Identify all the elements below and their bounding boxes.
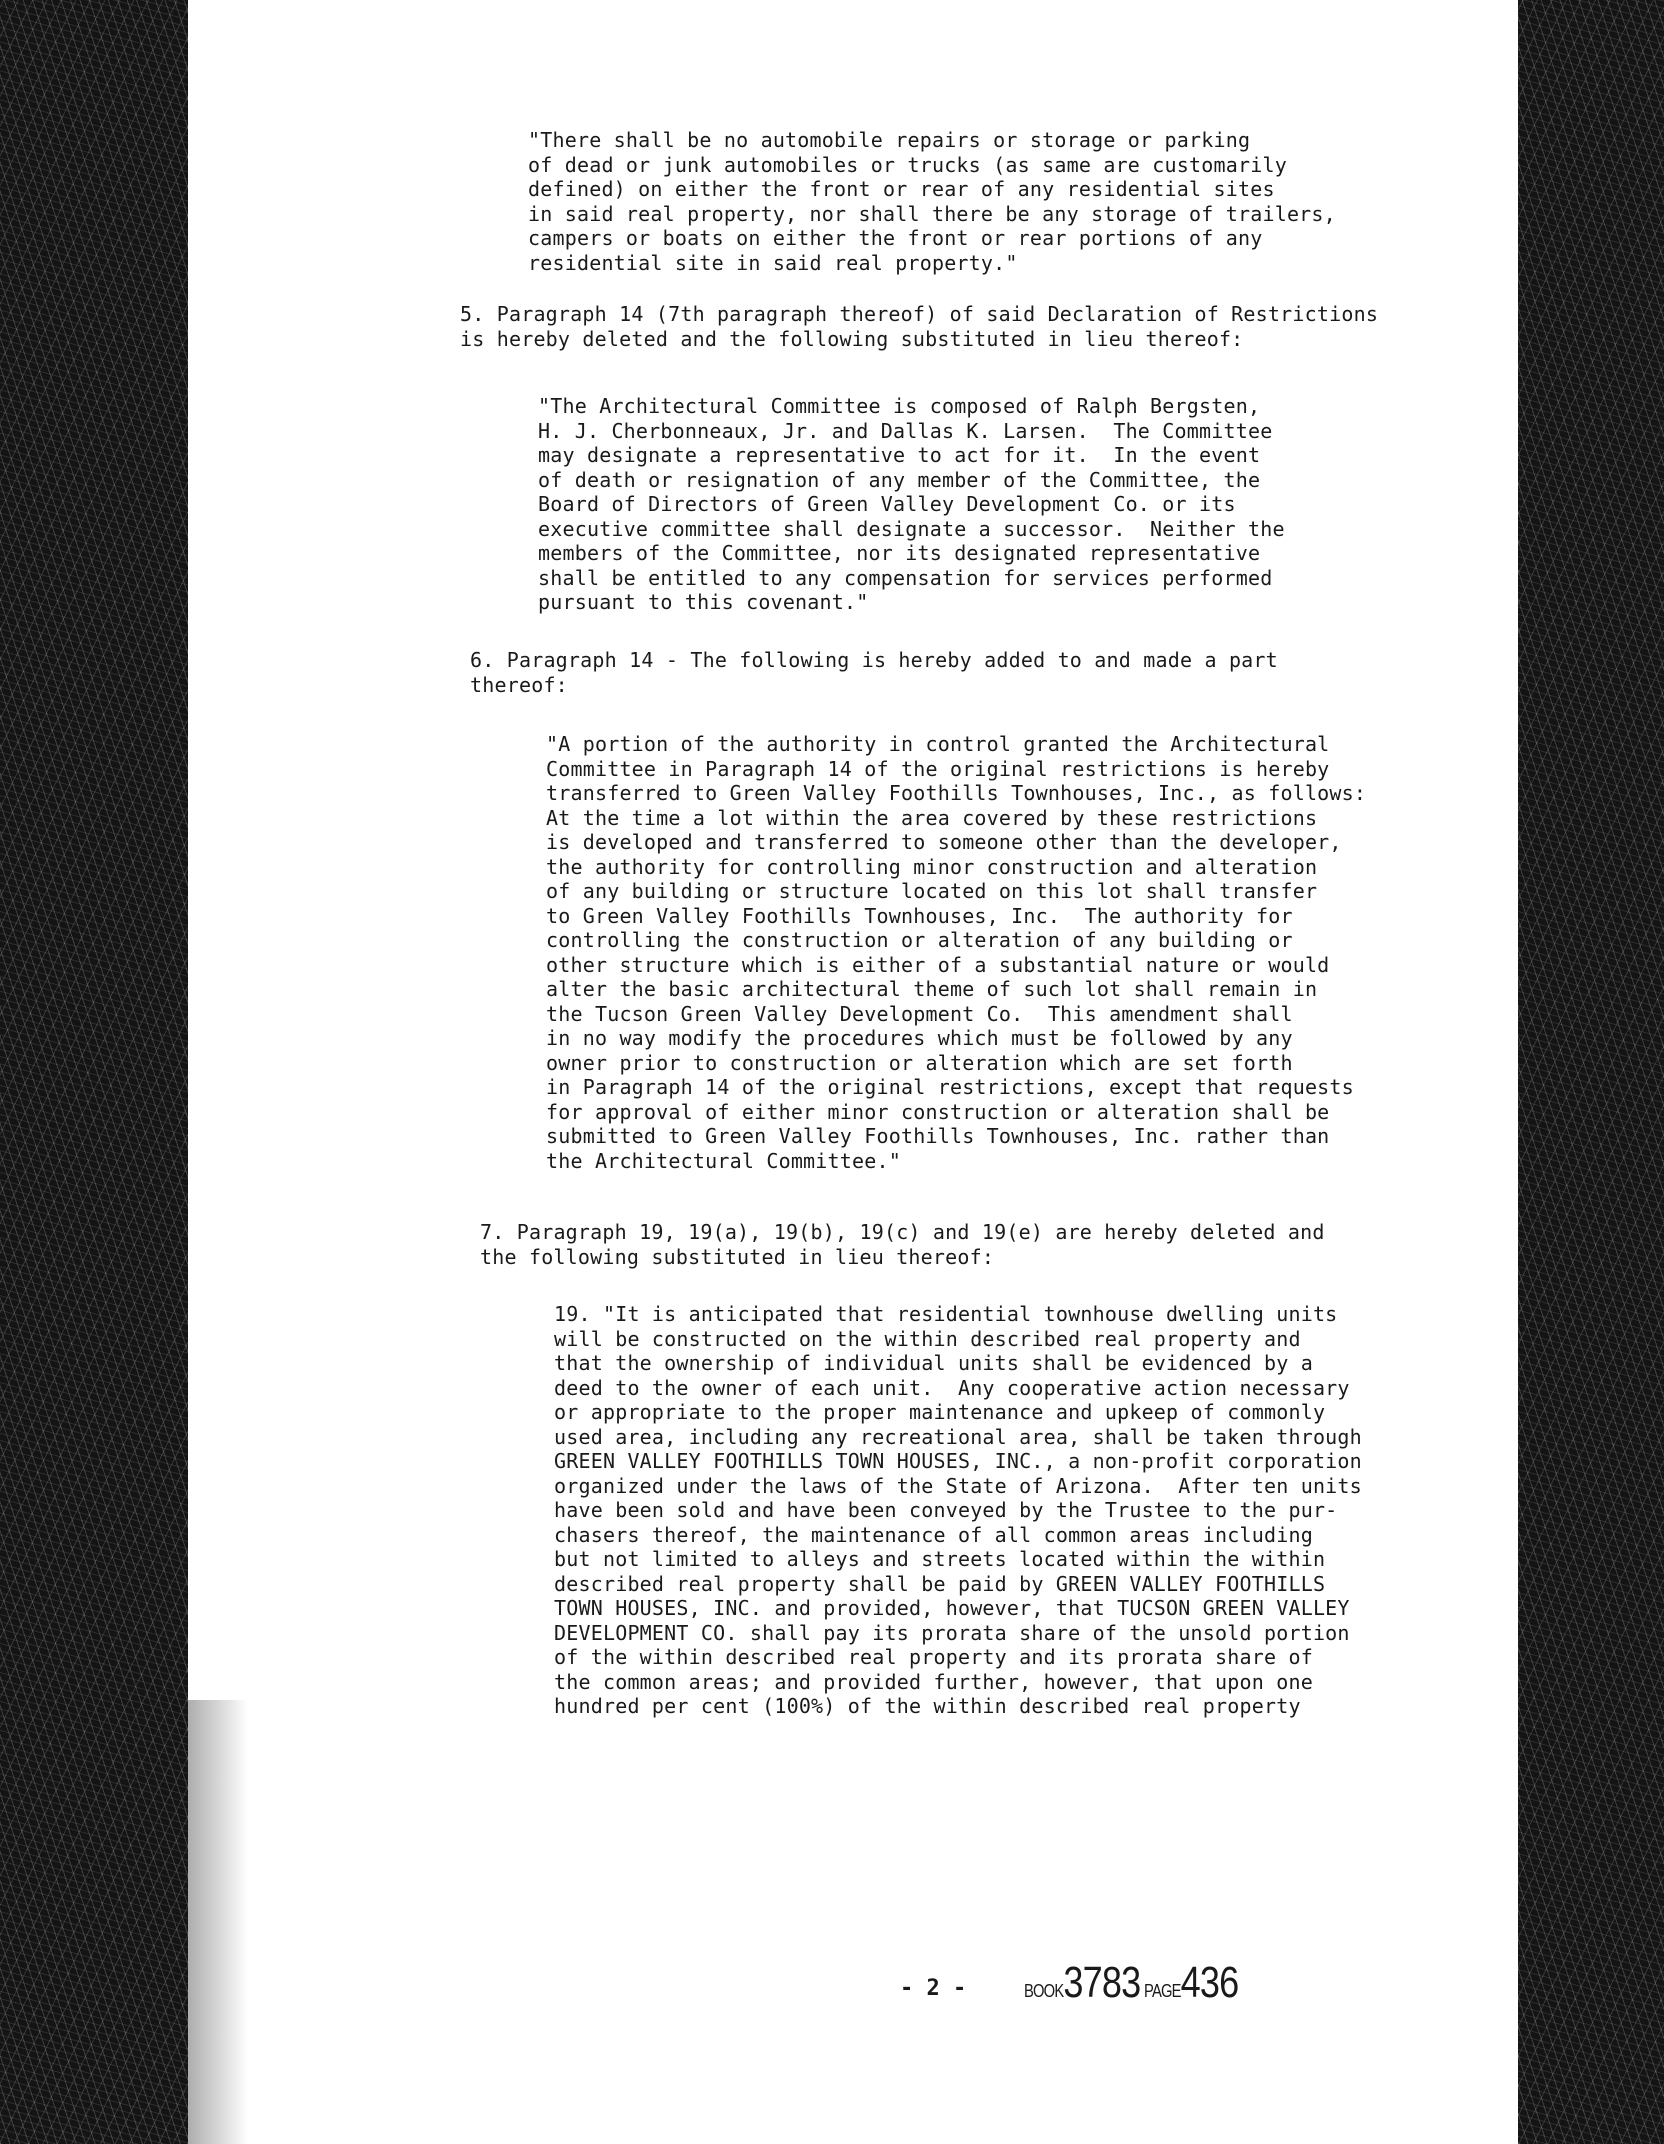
scan-edge-left — [0, 0, 188, 2144]
book-label: BOOK — [1024, 1981, 1064, 2001]
quote-vehicle-storage: "There shall be no automobile repairs or storage or parking of dead or junk automobiles or trucks (as same are customarily defined) on either the front or rear of any residential sites in said real property, nor shall there be any storage of trailers, campers or boats on either the front or rear portions of any residential site in said real property." — [528, 128, 1336, 275]
paragraph-6: 6. Paragraph 14 - The following is hereby added to and made a part thereof: — [470, 648, 1278, 697]
paragraph-5: 5. Paragraph 14 (7th paragraph thereof) of said Declaration of Restrictions is hereby deleted and the following substituted in lieu thereof: — [460, 302, 1379, 351]
scan-edge-right — [1518, 0, 1664, 2144]
quote-authority-transfer: "A portion of the authority in control granted the Architectural Committee in Paragraph 14 of the original restrictions is hereby transferred to Green Valley Foothills Townhouses, Inc., as follows: At the time a lot within the area covered by these restrictions is developed and transferred to someone other than the developer, the authority for controlling minor construction and alteration of any building or structure located on this lot shall transfer to Green Valley Foothills Townhouses, Inc. The authority for controlling the construction or alteration of any building or other structure which is either of a substantial nature or would alter the basic architectural theme of such lot shall remain in the Tucson Green Valley Development Co. This amendment shall in no way modify the procedures which must be followed by any owner prior to construction or alteration which are set forth in Paragraph 14 of the original restrictions, except that requests for approval of either minor construction or alteration shall be submitted to Green Valley Foothills Townhouses, Inc. rather than the Architectural Committee." — [546, 732, 1367, 1173]
quote-paragraph-19: 19. "It is anticipated that residential townhouse dwelling units will be constructed on the within described real property and that the ownership of individual units shall be evidenced by a deed to the owner of each unit. Any cooperative action necessary or appropriate to the proper maintenance and upkeep of commonly used area, including any recreational area, shall be taken through GREEN VALLEY FOOTHILLS TOWN HOUSES, INC., a non-profit corporation organized under the laws of the State of Arizona. After ten units have been sold and have been conveyed by the Trustee to the pur- chasers thereof, the maintenance of all common areas including but not limited to alleys and streets located within the within described real property shall be paid by GREEN VALLEY FOOTHILLS TOWN HOUSES, INC. and provided, however, that TUCSON GREEN VALLEY DEVELOPMENT CO. shall pay its prorata share of the unsold portion of the within described real property and its prorata share of the common areas; and provided further, however, that upon one hundred per cent (100%) of the within described real property — [554, 1302, 1362, 1718]
book-number: 3783 — [1063, 1958, 1141, 2007]
document-page — [188, 0, 1518, 2144]
page-number: - 2 - — [900, 1976, 967, 2001]
page-value: 436 — [1180, 1958, 1239, 2007]
quote-architectural-committee: "The Architectural Committee is composed of Ralph Bergsten, H. J. Cherbonneaux, Jr. and Dallas K. Larsen. The Committee may designate a representative to act for it. In the event of death or resignation of any member of the Committee, the Board of Directors of Green Valley Development Co. or its executive committee shall designate a successor. Neither the members of the Committee, nor its designated representative shall be entitled to any compensation for services performed pursuant to this covenant." — [538, 394, 1285, 614]
recording-stamp — [1024, 1958, 1238, 2008]
page-label: PAGE — [1144, 1981, 1181, 2001]
paragraph-7: 7. Paragraph 19, 19(a), 19(b), 19(c) and 19(e) are hereby deleted and the following substituted in lieu thereof: — [480, 1220, 1325, 1269]
